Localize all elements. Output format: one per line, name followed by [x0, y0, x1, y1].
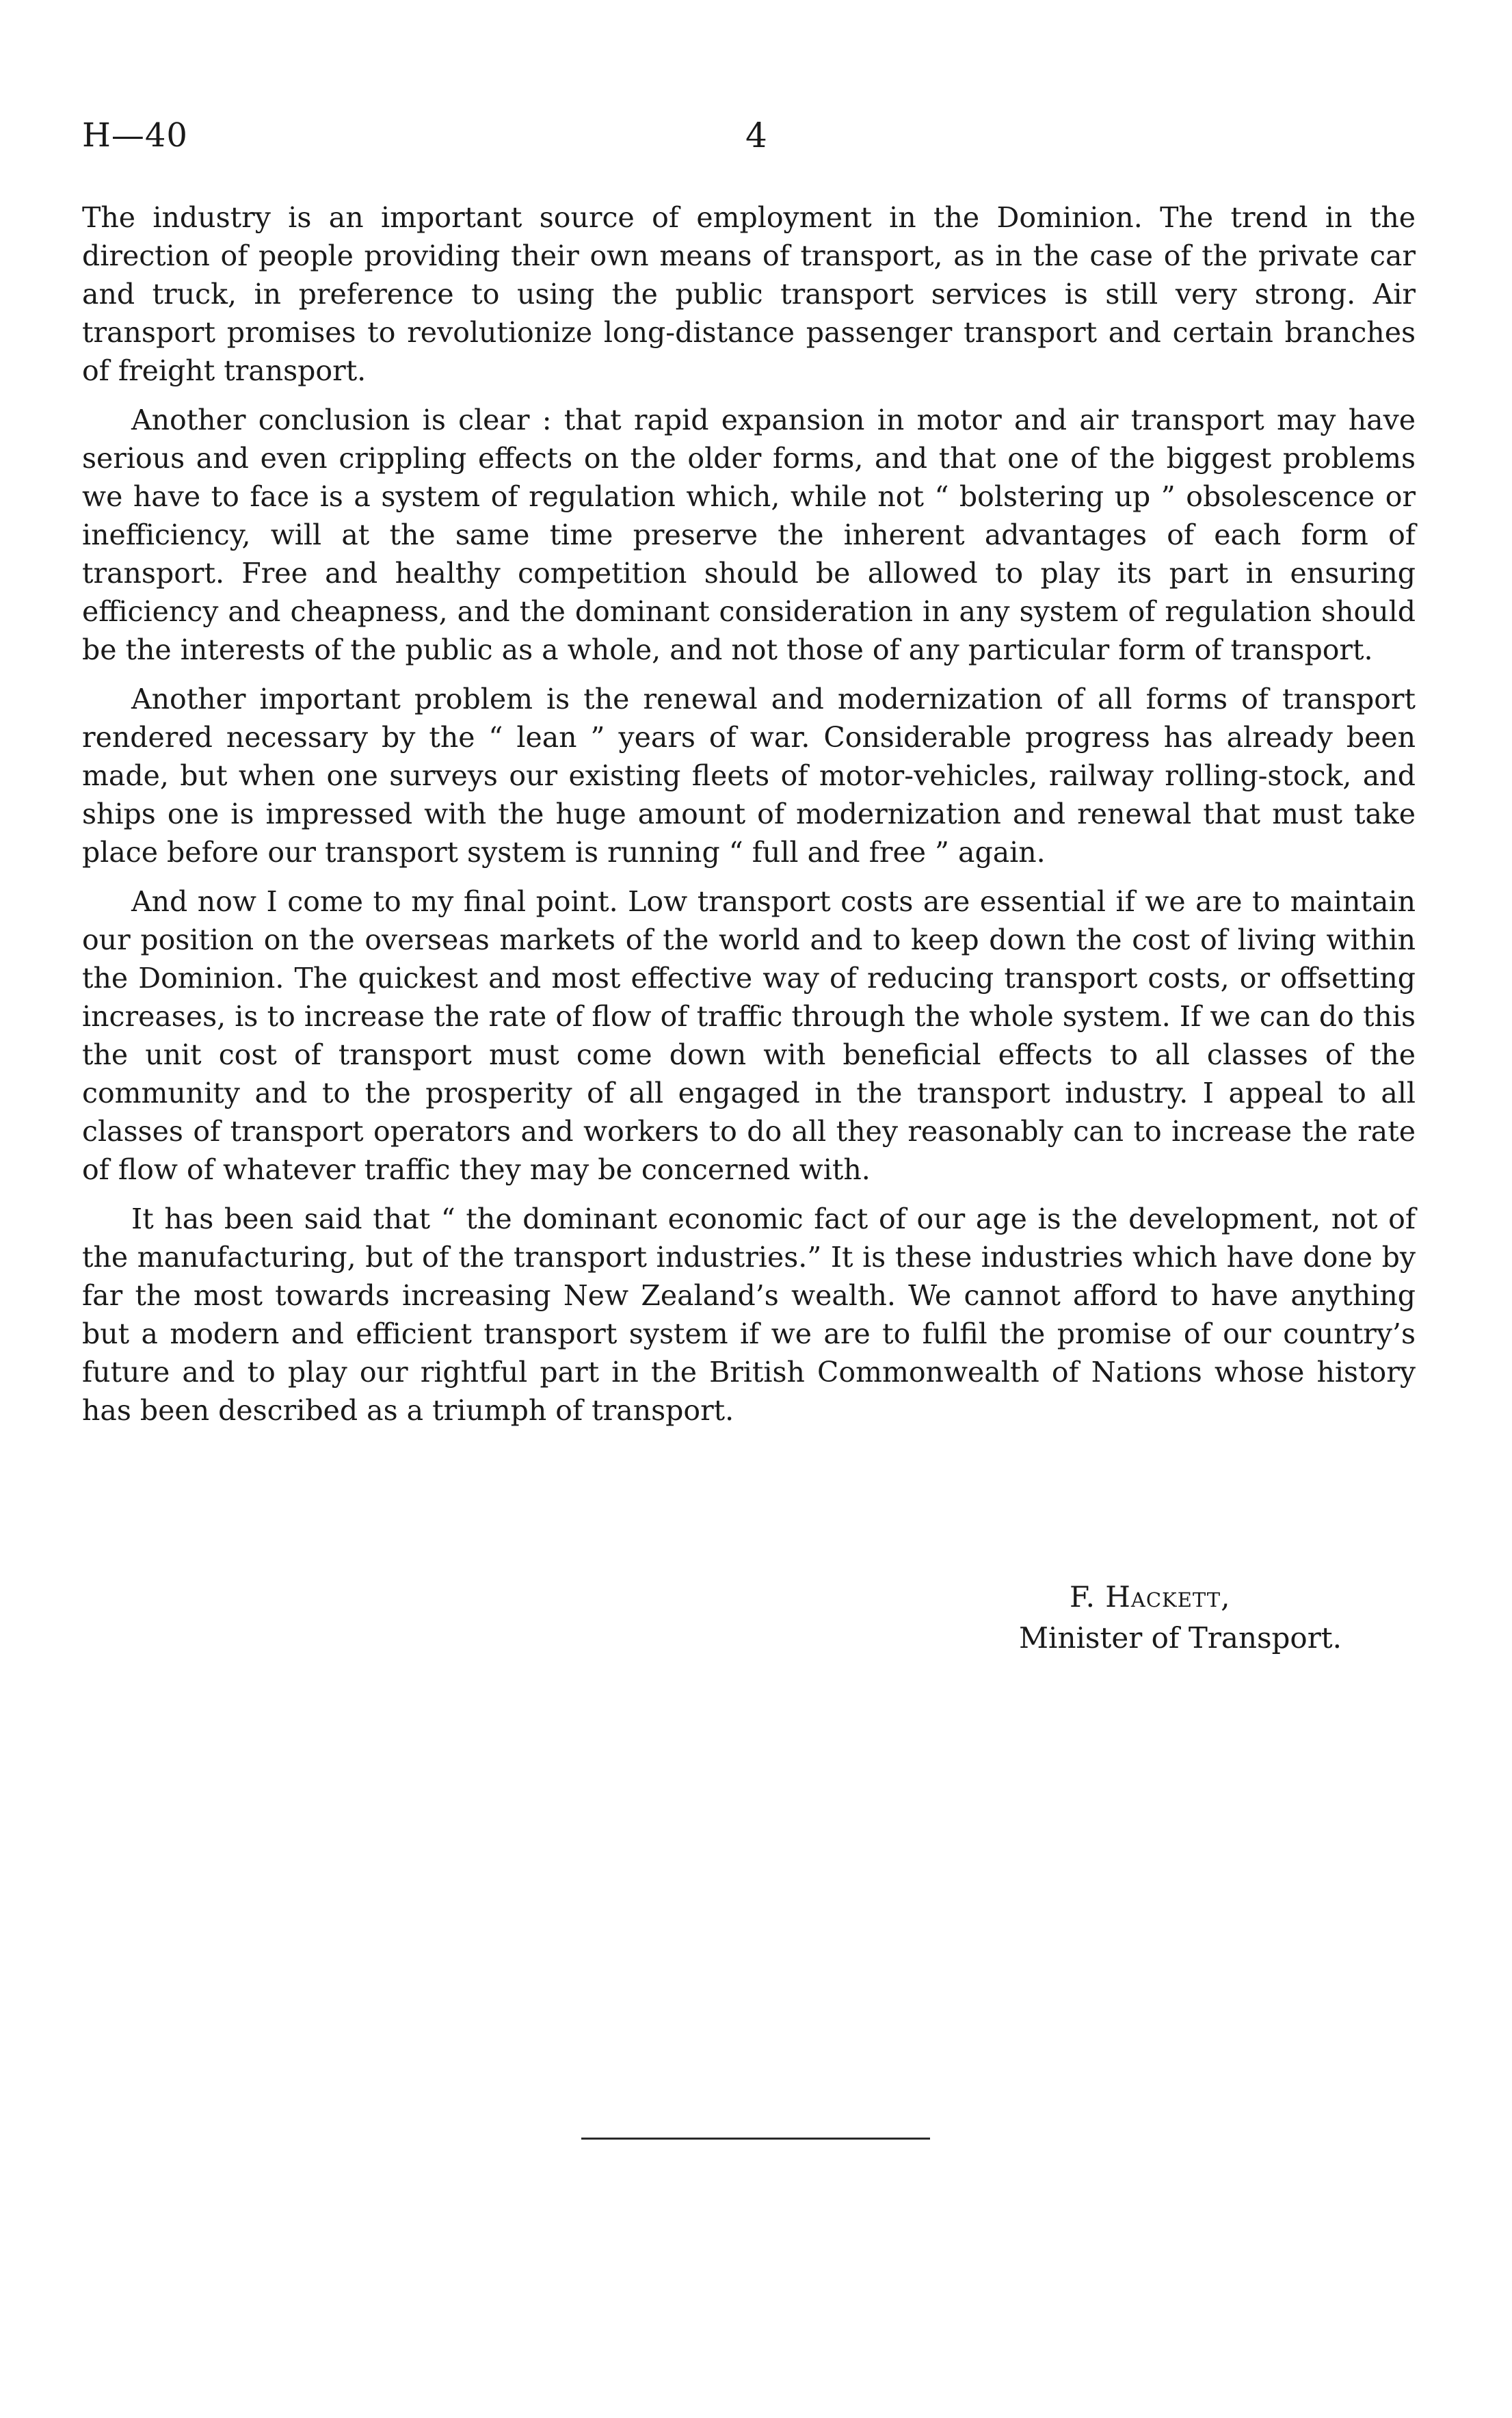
- paragraph-conclusion: It has been said that “ the dominant economic fact of our age is the development, not of the manufacturing, but of the transport industries.” It is these industries which have done by far the most towards increasing New Zealand’s wealth. We cannot afford to have anything but a modern and efficient transport system if we are to fulfil the promise of our country’s future and to play our rightful part in the British Commonwealth of Nations whose history has been described as a triumph of transport.: [82, 1203, 1416, 1427]
- document-reference: H—40: [82, 116, 188, 155]
- paragraph-renewal: Another important problem is the renewal and modernization of all forms of transport rendered necessary by the “ lean ” years of war. Considerable progress has already been made, but when one surveys our existing fleets of motor-vehicles, railway rolling-stock, and ships one is impressed with the huge amount of modernization and renewal that must take place before our transport system is running “ full and free ” again.: [82, 683, 1416, 869]
- signature-block: [1019, 1577, 1429, 1659]
- signatory-name: F. Hackett,: [1070, 1580, 1231, 1614]
- page-number: 4: [745, 116, 767, 155]
- signatory-title: Minister of Transport.: [1019, 1621, 1342, 1655]
- paragraph-employment: The industry is an important source of employment in the Dominion. The trend in the direction of people providing their own means of transport, as in the case of the private car and truck, in preference to using the public transport services is still very strong. Air transport promises to revolutionize long-distance passenger transport and certain branches of freight transport.: [82, 201, 1416, 387]
- page-header: [82, 115, 1422, 163]
- paragraph-transport-costs: And now I come to my final point. Low transport costs are essential if we are to maintain our position on the overseas markets of the world and to keep down the cost of living within the Dominion. The quickest and most effective way of reducing transport costs, or offsetting increases, is to increase the rate of flow of traffic through the whole system. If we can do this the unit cost of transport must come down with beneficial effects to all classes of the community and to the prosperity of all engaged in the transport industry. I appeal to all classes of transport operators and workers to do all they reasonably can to increase the rate of flow of whatever traffic they may be concerned with.: [82, 885, 1416, 1186]
- end-divider: [581, 2138, 930, 2140]
- body-text: [82, 198, 1416, 1441]
- paragraph-regulation: Another conclusion is clear : that rapid expansion in motor and air transport may have serious and even crippling effects on the older forms, and that one of the biggest problems we have to face is a system of regulation which, while not “ bolstering up ” obsolescence or inefficiency, will at the same time preserve the inherent advantages of each form of transport. Free and healthy competition should be allowed to play its part in ensuring efficiency and cheapness, and the dominant consideration in any system of regulation should be the interests of the public as a whole, and not those of any particular form of transport.: [82, 404, 1416, 666]
